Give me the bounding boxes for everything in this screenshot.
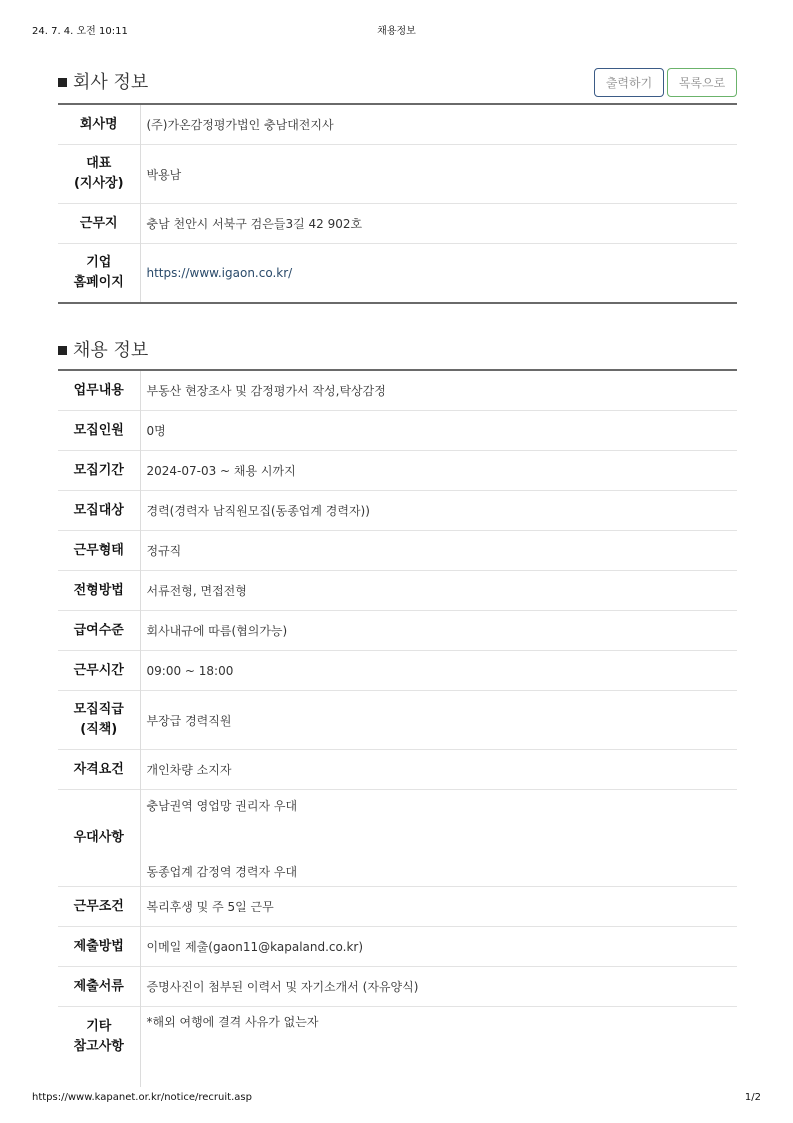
row-label: 기업 홈페이지 (58, 244, 140, 304)
list-button[interactable]: 목록으로 (667, 68, 737, 97)
table-row (58, 927, 737, 967)
table-row (58, 571, 737, 611)
table-row (58, 967, 737, 1007)
print-page-title: 채용정보 (377, 26, 416, 37)
table-row (58, 887, 737, 927)
row-label: 전형방법 (58, 571, 140, 611)
row-value: 이메일 제출(gaon11@kapaland.co.kr) (140, 927, 737, 967)
row-label: 근무조건 (58, 887, 140, 927)
table-row (58, 1007, 737, 1088)
row-value: 개인차량 소지자 (140, 750, 737, 790)
row-label: 근무형태 (58, 531, 140, 571)
preference-line: 충남권역 영업망 권리자 우대 (146, 799, 298, 813)
table-row (58, 411, 737, 451)
table-row (58, 651, 737, 691)
row-value: 부장급 경력직원 (140, 691, 737, 750)
row-label: 모집직급 (직책) (58, 691, 140, 750)
row-value: 부동산 현장조사 및 감정평가서 작성,탁상감정 (146, 384, 386, 398)
table-row (58, 691, 737, 750)
row-value: 09:00 ~ 18:00 (140, 651, 737, 691)
company-section-title (58, 68, 148, 94)
row-label: 업무내용 (58, 370, 140, 411)
row-label: 근무시간 (58, 651, 140, 691)
company-info-table (58, 103, 737, 304)
company-section-title-text: 회사 정보 (73, 72, 149, 93)
preference-line: 동종업계 감정역 경력자 우대 (146, 865, 298, 879)
row-value: 복리후생 및 주 5일 근무 (140, 887, 737, 927)
row-label: 자격요건 (58, 750, 140, 790)
homepage-cell (140, 244, 737, 304)
print-datetime: 24. 7. 4. 오전 10:11 (32, 26, 128, 37)
table-row (58, 370, 737, 411)
print-page-number: 1/2 (744, 1092, 761, 1103)
representative-value: 박용남 (140, 145, 737, 204)
row-label: 우대사항 (58, 790, 140, 887)
company-name-value: (주)가온감정평가법인 충남대전지사 (146, 118, 334, 132)
row-label: 모집기간 (58, 451, 140, 491)
row-label: 제출방법 (58, 927, 140, 967)
square-bullet-icon (58, 346, 67, 355)
table-row (58, 104, 737, 145)
row-value (140, 790, 737, 887)
table-row (58, 204, 737, 244)
workplace-value: 충남 천안시 서북구 검은들3길 42 902호 (140, 204, 737, 244)
table-row (58, 790, 737, 887)
row-label: 근무지 (58, 204, 140, 244)
row-label: 급여수준 (58, 611, 140, 651)
row-label: 기타 참고사항 (58, 1007, 140, 1088)
recruit-section-title (58, 336, 148, 362)
recruit-section-title-text: 채용 정보 (73, 340, 149, 361)
print-button[interactable]: 출력하기 (594, 68, 664, 97)
square-bullet-icon (58, 78, 67, 87)
row-value: 정규직 (140, 531, 737, 571)
row-label: 제출서류 (58, 967, 140, 1007)
row-value: 경력(경력자 남직원모집(동종업계 경력자)) (140, 491, 737, 531)
table-row (58, 611, 737, 651)
row-value: 0명 (140, 411, 737, 451)
row-label: 대표 (지사장) (58, 145, 140, 204)
print-header (32, 22, 761, 36)
print-url: https://www.kapanet.or.kr/notice/recruit.asp (32, 1092, 252, 1103)
table-row (58, 145, 737, 204)
row-value: 서류전형, 면접전형 (140, 571, 737, 611)
row-label: 모집인원 (58, 411, 140, 451)
table-row (58, 531, 737, 571)
print-footer (32, 1092, 761, 1106)
table-row (58, 491, 737, 531)
row-value: 2024-07-03 ~ 채용 시까지 (140, 451, 737, 491)
row-value: *해외 여행에 결격 사유가 없는자 (140, 1007, 737, 1088)
recruit-info-table (58, 369, 737, 1087)
homepage-link[interactable]: https://www.igaon.co.kr/ (146, 266, 293, 280)
row-label: 회사명 (58, 104, 140, 145)
row-value: 회사내규에 따름(협의가능) (140, 611, 737, 651)
table-row (58, 750, 737, 790)
table-row (58, 244, 737, 304)
table-row (58, 451, 737, 491)
row-value: 증명사진이 첨부된 이력서 및 자기소개서 (자유양식) (140, 967, 737, 1007)
row-label: 모집대상 (58, 491, 140, 531)
